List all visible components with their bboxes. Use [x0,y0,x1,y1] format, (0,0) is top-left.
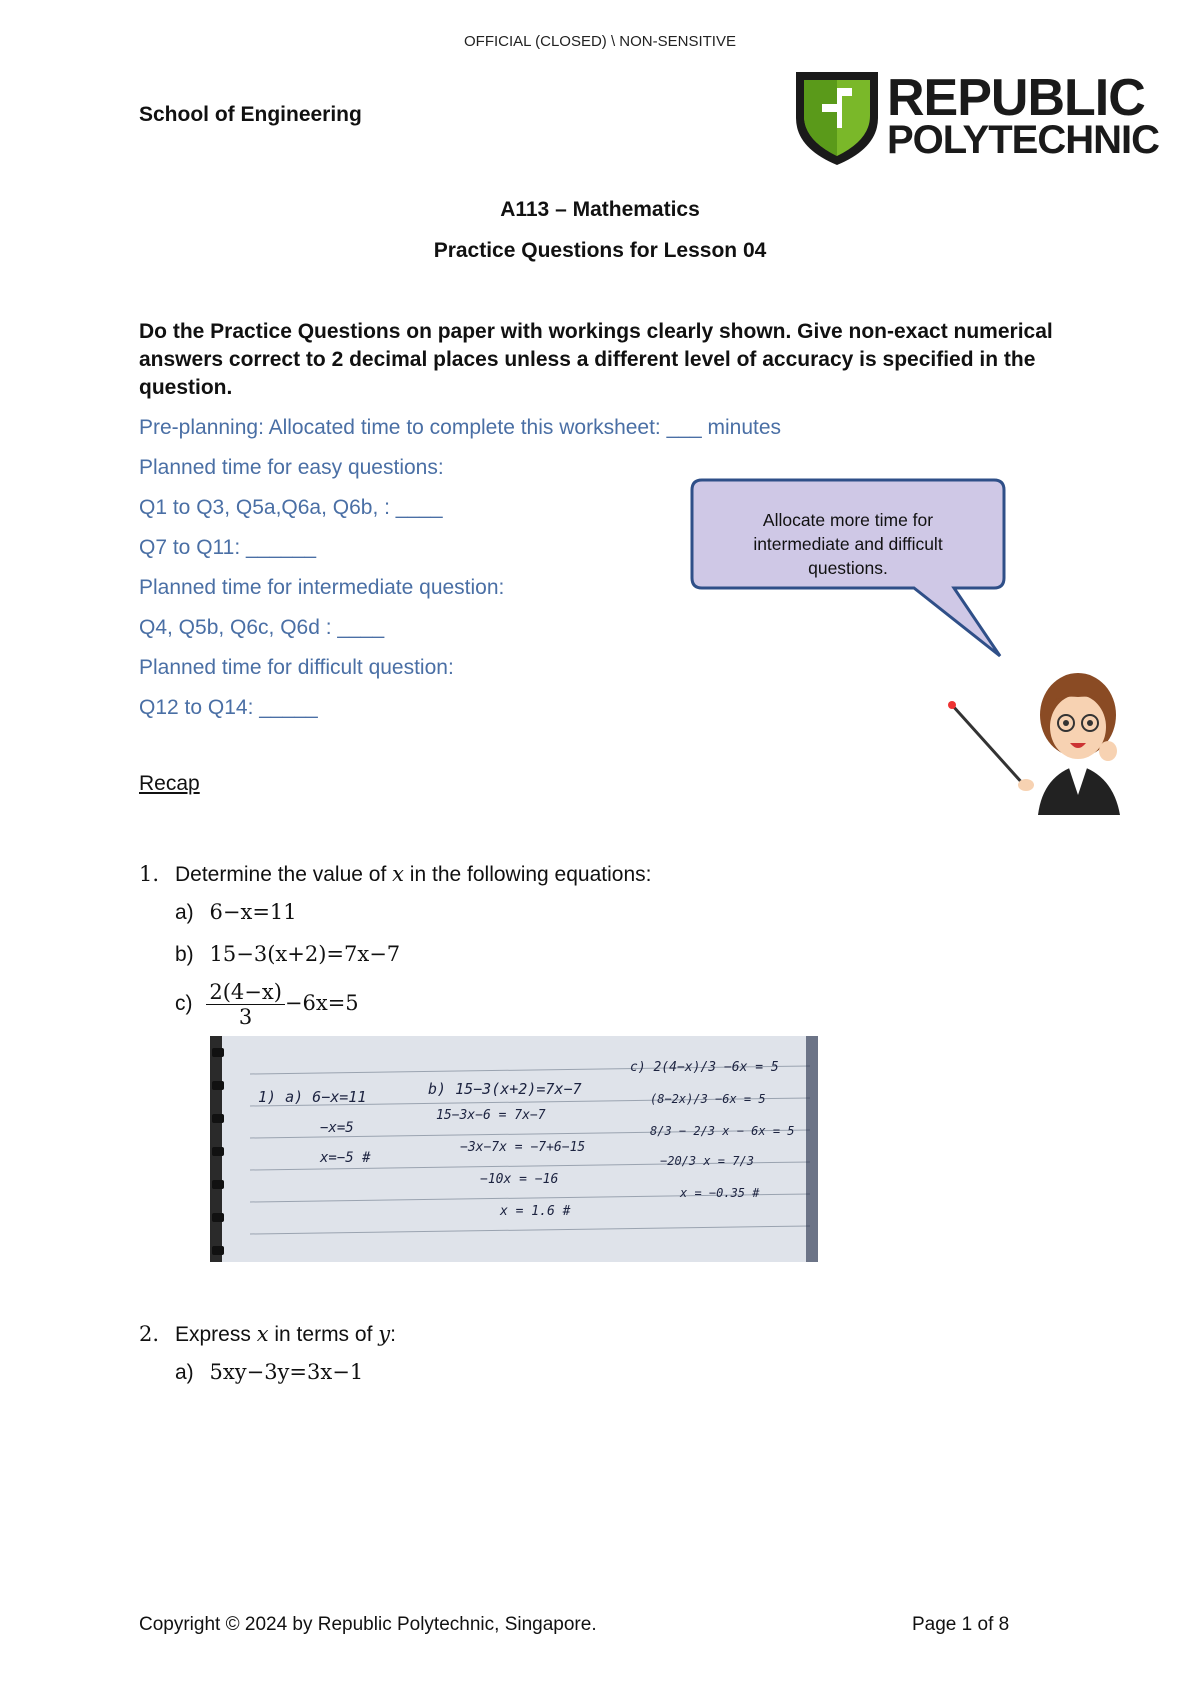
q1-variable: x [392,862,404,886]
pointer-stick [952,705,1024,785]
hw-a2: −x=5 [320,1120,354,1136]
page-number: Page 1 of 8 [912,1614,1010,1635]
intermediate-heading: Planned time for intermediate question: [139,576,505,599]
hw-a1: 1) a) 6−x=11 [258,1088,367,1106]
q2-variable-y: y [378,1322,391,1346]
easy-line-2: Q7 to Q11: ______ [139,536,317,559]
q1c [175,980,359,1029]
hw-a3: x=−5 # [320,1150,371,1166]
q2a [175,1360,363,1385]
callout-line-2: intermediate and difficult [753,534,943,554]
easy-heading: Planned time for easy questions: [139,456,444,479]
hw-c2: (8−2x)/3 −6x = 5 [650,1092,766,1106]
hw-b2: 15−3x−6 = 7x−7 [436,1108,546,1123]
callout-line-3: questions. [808,558,888,578]
school-name: School of Engineering [139,103,362,126]
preplanning-allocated: Pre-planning: Allocated time to complete this worksheet: ___ minutes [139,416,782,439]
q1b [175,942,400,967]
q1c-numerator: 2(4−x) [206,980,285,1005]
q2-text [175,1322,396,1347]
worksheet-subtitle: Practice Questions for Lesson 04 [433,239,767,262]
pointer-tip [948,701,956,709]
logo-text-republic: REPUBLIC [887,69,1145,127]
q1a-expression: 6−x=11 [209,900,297,924]
difficult-heading: Planned time for difficult question: [139,656,454,679]
teacher-illustration [948,665,1124,815]
q1c-label: c) [175,992,193,1016]
q1c-denominator: 3 [238,1005,253,1029]
q1-text [175,862,651,887]
hw-c4: −20/3 x = 7/3 [660,1154,754,1168]
q2-text-part: : [390,1323,396,1346]
q2a-label: a) [175,1361,194,1384]
logo-text-polytechnic: POLYTECHNIC [887,118,1160,162]
handwritten-workings-photo [210,1036,818,1262]
q1c-rest: −6x=5 [284,991,359,1016]
speech-bubble-callout [690,478,1006,588]
q1a [175,900,297,925]
hw-b3: −3x−7x = −7+6−15 [460,1140,586,1155]
hw-c1: c) 2(4−x)/3 −6x = 5 [630,1060,779,1075]
q1c-fraction [206,980,285,1029]
recap-heading: Recap [139,772,200,795]
callout-line-1: Allocate more time for [762,510,934,530]
q2-text-part: in terms of [268,1323,379,1346]
difficult-line-1: Q12 to Q14: _____ [139,696,318,719]
classification-label: OFFICIAL (CLOSED) \ NON-SENSITIVE [464,33,736,50]
q1b-label: b) [175,943,194,966]
q1a-label: a) [175,901,194,924]
easy-line-1: Q1 to Q3, Q5a,Q6a, Q6b, : ____ [139,496,443,519]
shield-icon [792,68,882,168]
q2-number: 2. [139,1322,160,1346]
q1-number: 1. [139,862,160,886]
hw-b5: x = 1.6 # [500,1204,571,1219]
hw-c5: x = −0.35 # [680,1186,760,1200]
q1-text-part: Determine the value of [175,863,393,886]
q1b-expression: 15−3(x+2)=7x−7 [209,942,401,966]
q2a-expression: 5xy−3y=3x−1 [209,1360,364,1384]
q1-text-part: in the following equations: [403,863,652,886]
course-title: A113 – Mathematics [500,198,700,221]
teacher-hand [1018,779,1034,791]
hw-b1: b) 15−3(x+2)=7x−7 [428,1080,582,1098]
q2-variable-x: x [256,1322,269,1346]
hw-b4: −10x = −16 [480,1172,559,1187]
instructions: Do the Practice Questions on paper with workings clearly shown. Give non-exact numerical answers correct to 2 decimal places unless a different level of accuracy is specified in the question. [139,320,1053,399]
copyright-footer: Copyright © 2024 by Republic Polytechnic, Singapore. [139,1614,597,1635]
q2-text-part: Express [175,1323,257,1346]
republic-polytechnic-logo [792,68,1160,168]
intermediate-line-1: Q4, Q5b, Q6c, Q6d : ____ [139,616,385,639]
hw-c3: 8/3 − 2/3 x − 6x = 5 [650,1124,795,1138]
